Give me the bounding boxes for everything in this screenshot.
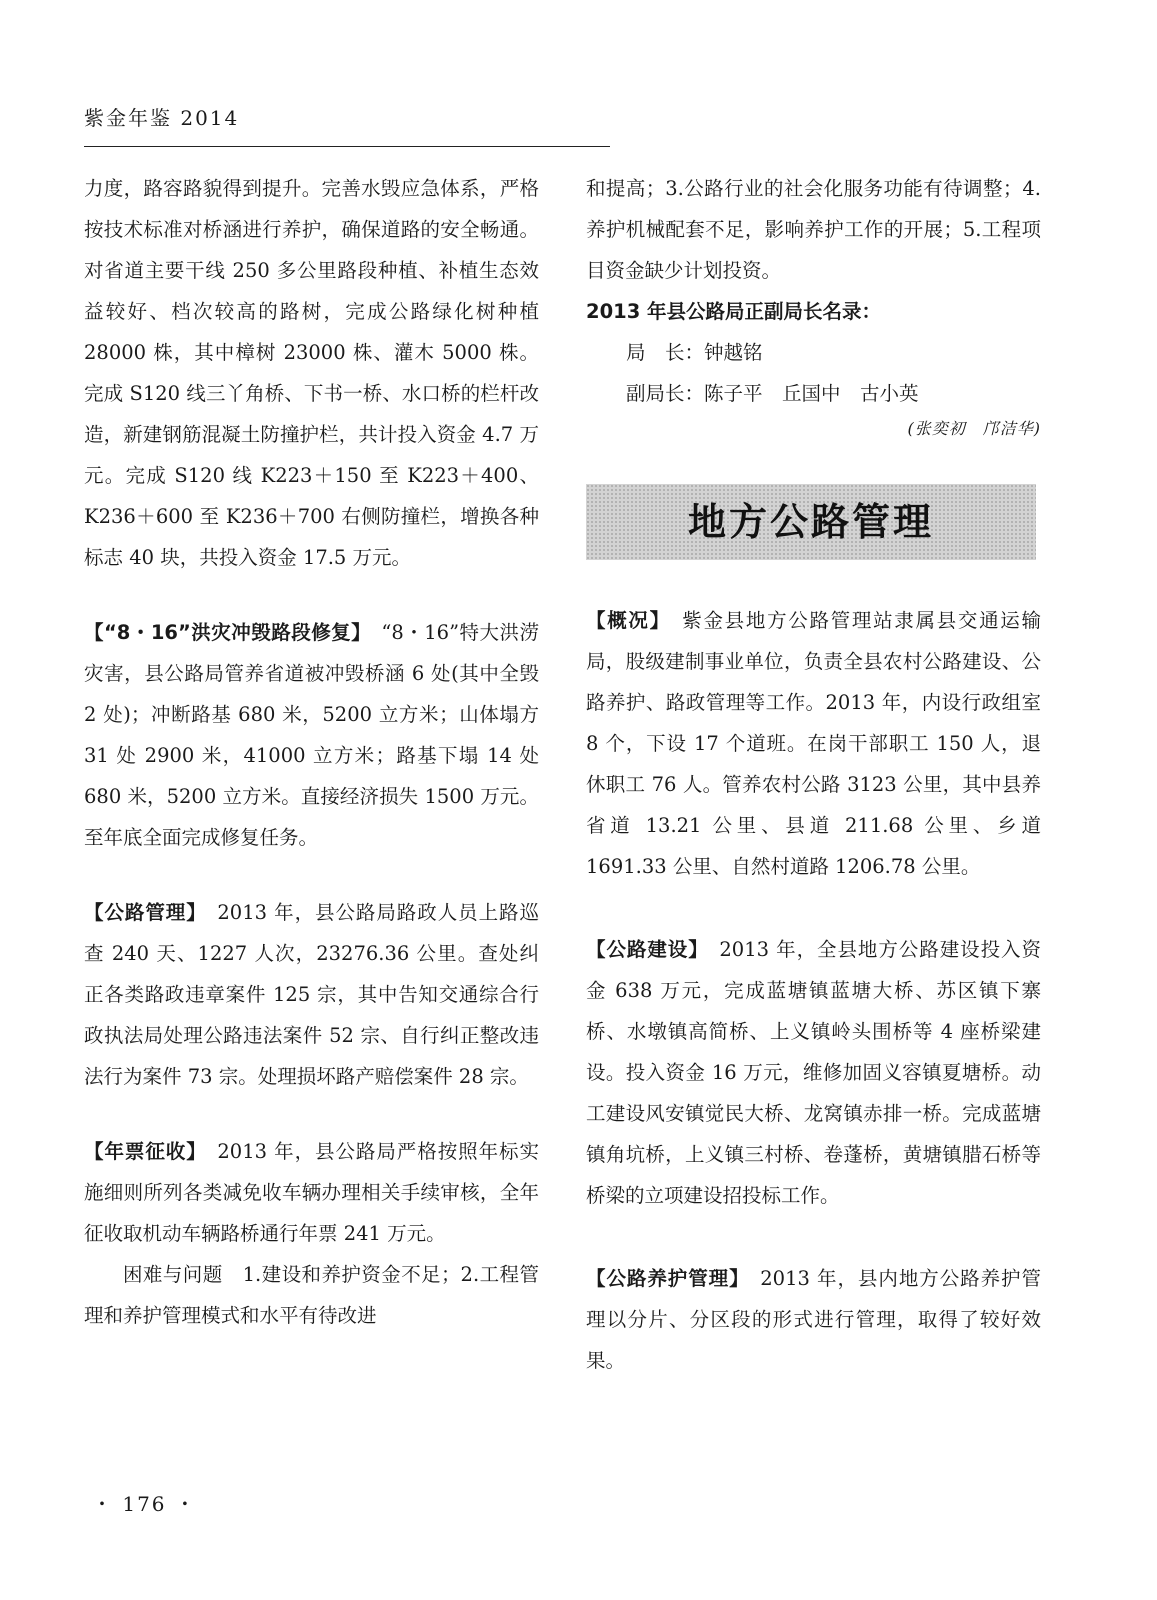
page-number: ・ 176 ・ <box>92 1492 197 1516</box>
deputy-director-line: 副局长：陈子平 丘国中 古小英 <box>626 382 919 405</box>
paragraph-overview <box>586 600 1041 887</box>
left-column <box>84 168 539 1336</box>
section-text-management: 2013 年，县公路局路政人员上路巡查 240 天、1227 人次，23276.36 公里。查处纠正各类路政违章案件 125 宗，其中告知交通综合行政执法局处理公路违法案件 52 宗、自行纠正整改违法行为案件 73 宗。处理损坏路产赔偿案件 28 宗。 <box>84 901 539 1088</box>
section-title-construction: 【公路建设】 <box>586 938 699 961</box>
section-title-overview: 【概况】 <box>586 609 662 632</box>
director-line: 局 长：钟越铭 <box>626 341 763 364</box>
paragraph-annual-ticket <box>84 1131 539 1254</box>
problems-head: 困难与问题 <box>123 1263 223 1286</box>
chapter-banner <box>586 484 1036 560</box>
section-text-construction: 2013 年，全县地方公路建设投入资金 638 万元，完成蓝塘镇蓝塘大桥、苏区镇下寨桥、水墩镇高简桥、上义镇岭头围桥等 4 座桥梁建设。投入资金 16 万元，维修加固义容镇夏塘桥。动工建设风安镇觉民大桥、龙窝镇赤排一桥。完成蓝塘镇角坑桥，上义镇三村桥、卷蓬桥，黄塘镇腊石桥等桥梁的立项建设招投标工作。 <box>586 938 1041 1207</box>
paragraph-continued: 力度，路容路貌得到提升。完善水毁应急体系，严格按技术标准对桥涵进行养护，确保道路的安全畅通。对省道主要干线 250 多公里路段种植、补植生态效益较好、档次较高的路树，完成公路绿化树种植 28000 株，其中樟树 23000 株、灌木 5000 株。完成 S120 线三丫角桥、下书一桥、水口桥的栏杆改造，新建钢筋混凝土防撞护栏，共计投入资金 4.7 万元。完成 S120 线 K223＋150 至 K223＋400、K236＋600 至 K236＋700 右侧防撞栏，增换各种标志 40 块，共投入资金 17.5 万元。 <box>84 177 539 569</box>
paragraph-maintenance <box>586 1258 1041 1381</box>
section-title-flood: 【“8・16”洪灾冲毁路段修复】 <box>84 621 362 644</box>
header-rule <box>84 146 610 147</box>
section-title-maintenance: 【公路养护管理】 <box>586 1267 740 1290</box>
author-credit: (张奕初 邝洁华) <box>907 419 1041 438</box>
right-column <box>586 168 1041 1381</box>
paragraph-problems <box>84 1254 539 1336</box>
problems-text: 1.建设和养护资金不足；2.工程管理和养护管理模式和水平有待改进 <box>84 1263 539 1327</box>
directors-title: 2013 年县公路局正副局长名录： <box>586 300 882 323</box>
section-title-ticket: 【年票征收】 <box>84 1140 197 1163</box>
chapter-banner-title: 地方公路管理 <box>687 499 934 544</box>
section-text-maintenance: 2013 年，县内地方公路养护管理以分片、分区段的形式进行管理，取得了较好效果。 <box>586 1267 1041 1372</box>
section-text-overview: 紫金县地方公路管理站隶属县交通运输局，股级建制事业单位，负责全县农村公路建设、公路养护、路政管理等工作。2013 年，内设行政组室 8 个，下设 17 个道班。在岗干部职工 150 人，退休职工 76 人。管养农村公路 3123 公里，其中县养省道 13.21 公里、县道 211.68 公里、乡道 1691.33 公里、自然村道路 1206.78 公里。 <box>586 609 1041 878</box>
paragraph-problems-continued: 和提高；3.公路行业的社会化服务功能有待调整；4.养护机械配套不足，影响养护工作的开展；5.工程项目资金缺少计划投资。 <box>586 177 1041 282</box>
section-title-management: 【公路管理】 <box>84 901 197 924</box>
paragraph-road-management <box>84 892 539 1097</box>
section-text-ticket: 2013 年，县公路局严格按照年标实施细则所列各类减免收车辆办理相关手续审核，全年征收取机动车辆路桥通行年票 241 万元。 <box>84 1140 539 1245</box>
section-text-flood: “8・16”特大洪涝灾害，县公路局管养省道被冲毁桥涵 6 处(其中全毁 2 处)；冲断路基 680 米，5200 立方米；山体塌方 31 处 2900 米，41000 立方米；路基下塌 14 处 680 米，5200 立方米。直接经济损失 1500 万元。至年底全面完成修复任务。 <box>84 621 539 849</box>
paragraph-construction <box>586 929 1041 1216</box>
running-header: 紫金年鉴 2014 <box>84 106 240 130</box>
paragraph-flood-repair <box>84 612 539 858</box>
